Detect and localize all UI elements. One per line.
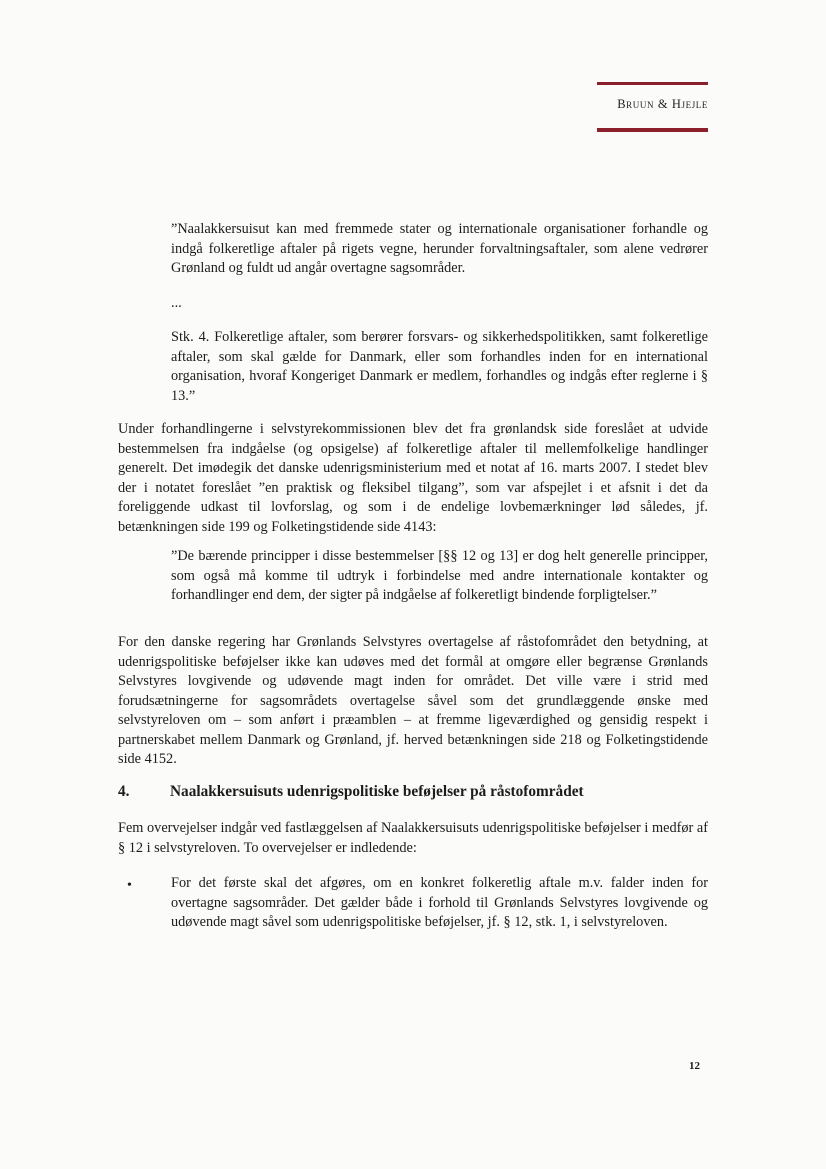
body-paragraph-2: For den danske regering har Grønlands Selvstyres overtagelse af råstofområdet den betydning, at udenrigspolitiske beføjelser ikke kan udøves med det formål at omgøre eller begrænse Grønlands Selvstyres lovgivende og udøvende magt inden for området. Det ville være i strid med forudsætningerne for sagsområdets overtagelse såvel som det grundlæggende ønske med selvstyreloven om – som anført i præamblen – at fremme ligeværdighed og gensidig respekt i partnerskabet mellem Danmark og Grønland, jf. herved betænkningen side 218 og Folketingstidende side 4152. [118,634,708,767]
page-number: 12 [689,1060,700,1072]
letterhead-top-rule [597,82,708,85]
quote-paragraph-2: ”De bærende principper i disse bestemmelser [§§ 12 og 13] er dog helt generelle principper, som også må komme til udtryk i forbindelse med andre internationale kontakter og forhandlinger end dem, der sigter på indgåelse af folkeretligt bindende forpligtelser.” [171,548,708,603]
letterhead-logo [597,82,708,132]
bullet-marker: • [127,878,132,893]
body-paragraph-1: Under forhandlingerne i selvstyrekommissionen blev det fra grønlandsk side foreslået at udvide bestemmelsen fra indgåelse (og opsigelse) af folkeretlige aftaler til mellemfolkelige handlinger generelt. Det imødegik det danske udenrigsministerium med et notat af 16. marts 2007. I stedet blev der i notatet foreslået ”en praktisk og fleksibel tilgang”, som var afspejlet i et afsnit i det da foreliggende udkast til lovforslag, og som i de endelige lovbemærkninger lød således, jf. betænkningen side 199 og Folketingstidende side 4143: [118,421,708,535]
bullet-item-text: For det første skal det afgøres, om en konkret folkeretlig aftale m.v. falder inden for overtagne sagsområder. Det gælder både i forhold til Grønlands Selvstyres lovgivende og udøvende magt såvel som udenrigspolitiske beføjelser, jf. § 12, stk. 1, i selvstyreloven. [171,875,708,930]
quote-stk4-paragraph: Stk. 4. Folkeretlige aftaler, som berører forsvars- og sikkerhedspolitikken, samt folkeretlige aftaler, som skal gælde for Danmark, eller som forhandles inden for en international organisation, hvoraf Kongeriget Danmark er medlem, forhandles og indgås efter reglerne i § 13.” [171,329,708,404]
section-heading [118,782,708,802]
section-title: Naalakkersuisuts udenrigspolitiske beføjelser på råstofområdet [170,783,584,800]
quote-ellipsis: ... [171,295,182,311]
quote-paragraph: ”Naalakkersuisut kan med fremmede stater og internationale organisationer forhandle og indgå folkeretlige aftaler på rigets vegne, herunder forvaltningsaftaler, som alene vedrører Grønland og fuldt ud angår overtagne sagsområder. [171,221,708,276]
section-number: 4. [118,783,130,800]
letterhead-bottom-rule [597,128,708,132]
body-paragraph-3: Fem overvejelser indgår ved fastlæggelsen af Naalakkersuisuts udenrigspolitiske beføjelser i medfør af § 12 i selvstyreloven. To overvejelser er indledende: [118,820,708,856]
brand-name: Bruun & Hjejle [617,97,708,111]
